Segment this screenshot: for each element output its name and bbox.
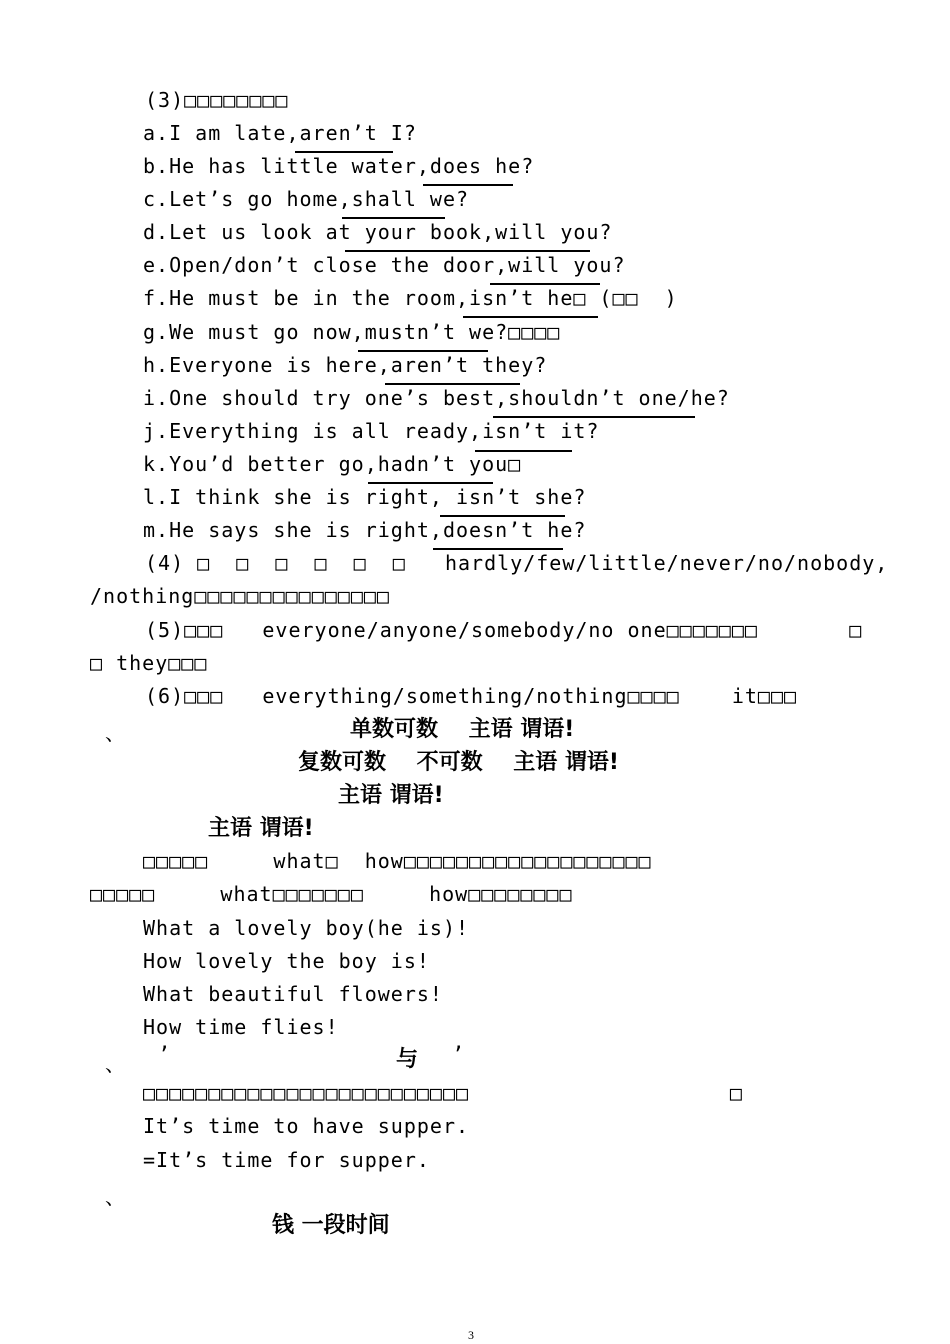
example-g: g.We must go now,mustn’t we?□□□□	[143, 320, 561, 344]
time-rule-line: □□□□□□□□□□□□□□□□□□□□□□□□□ □	[143, 1081, 743, 1105]
underline-k	[368, 482, 493, 484]
example-f: f.He must be in the room,isn’t he□ (□□ )	[143, 286, 678, 310]
apostrophe-mark: ’	[452, 1042, 466, 1066]
underline-l	[440, 515, 565, 517]
time-example-2: =It’s time for supper.	[143, 1148, 430, 1172]
example-j: j.Everything is all ready,isn’t it?	[143, 419, 600, 443]
underline-f	[463, 316, 598, 318]
example-d: d.Let us look at your book,will you?	[143, 220, 613, 244]
time-example-1: It’s time to have supper.	[143, 1114, 470, 1138]
example-b: b.He has little water,does he?	[143, 154, 535, 178]
apostrophe-mark: ’	[158, 1042, 172, 1066]
exclamation-rule-line-2: □□□□□ what□□□□□□□ how□□□□□□□□	[90, 882, 573, 906]
exclamation-example-2: How lovely the boy is!	[143, 949, 430, 973]
heading-subject-predicate-2: 主语 谓语!	[208, 816, 314, 841]
bullet-mark: 、	[105, 721, 126, 745]
rule-4-line-1: (4) □ □ □ □ □ □ hardly/few/little/never/no/nobody,	[145, 551, 889, 575]
example-h: h.Everyone is here,aren’t they?	[143, 353, 548, 377]
underline-d	[345, 250, 590, 252]
rule-5-line-1: (5)□□□ everyone/anyone/somebody/no one□□□□□□□ □	[145, 618, 863, 642]
exclamation-example-4: How time flies!	[143, 1015, 339, 1039]
example-e: e.Open/don’t close the door,will you?	[143, 253, 626, 277]
example-c: c.Let’s go home,shall we?	[143, 187, 470, 211]
example-m: m.He says she is right,doesn’t he?	[143, 518, 587, 542]
section-3-heading: (3)□□□□□□□□	[145, 88, 289, 112]
exclamation-example-1: What a lovely boy(he is)!	[143, 916, 470, 940]
underline-g	[358, 350, 488, 352]
heading-and: 与	[396, 1047, 419, 1072]
underline-h	[385, 383, 520, 385]
underline-e	[490, 283, 600, 285]
heading-singular-countable: 单数可数 主语 谓语!	[350, 717, 575, 742]
example-k: k.You’d better go,hadn’t you□	[143, 452, 522, 476]
rule-5-line-2: □ they□□□	[90, 651, 208, 675]
rule-6: (6)□□□ everything/something/nothing□□□□ it□□□	[145, 684, 798, 708]
exclamation-rule-line-1: □□□□□ what□ how□□□□□□□□□□□□□□□□□□□	[143, 849, 652, 873]
heading-subject-predicate-1: 主语 谓语!	[338, 783, 444, 808]
example-a: a.I am late,aren’t I?	[143, 121, 417, 145]
exclamation-example-3: What beautiful flowers!	[143, 982, 443, 1006]
example-i: i.One should try one’s best,shouldn’t one/he?	[143, 386, 730, 410]
rule-4-line-2: /nothing□□□□□□□□□□□□□□□	[90, 584, 390, 608]
underline-b	[423, 184, 513, 186]
underline-c	[342, 217, 445, 219]
page-number: 3	[468, 1328, 474, 1342]
example-l: l.I think she is right, isn’t she?	[143, 485, 587, 509]
heading-money-time: 钱 一段时间	[272, 1213, 390, 1238]
underline-a	[295, 151, 393, 153]
underline-i	[493, 416, 695, 418]
underline-m	[433, 548, 563, 550]
bullet-mark: 、	[105, 1185, 126, 1209]
bullet-mark: 、	[105, 1052, 126, 1076]
heading-plural-uncountable: 复数可数 不可数 主语 谓语!	[298, 750, 619, 775]
